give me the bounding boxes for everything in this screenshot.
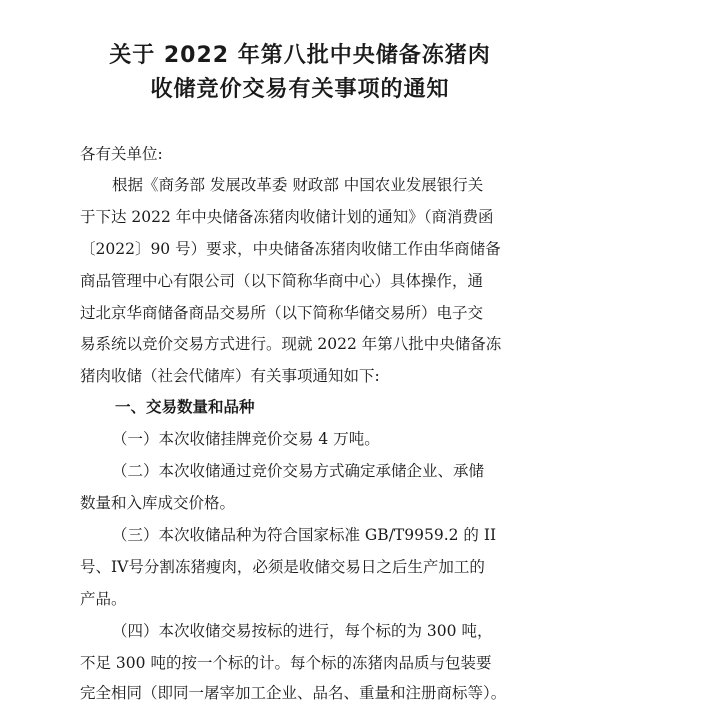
item-3-line: 号、IV号分割冻猪瘦肉，必须是收储交易日之后生产加工的 (80, 558, 485, 576)
section-heading-1: 一、交易数量和品种 (115, 398, 255, 416)
item-2-line: 数量和入库成交价格。 (80, 494, 236, 512)
intro-line: 于下达 2022 年中央储备冻猪肉收储计划的通知》（商消费函 (80, 208, 494, 226)
item-4-line: 不足 300 吨的按一个标的计。每个标的冻猪肉品质与包装要 (80, 654, 492, 672)
item-3-line: 产品。 (80, 590, 127, 608)
salutation: 各有关单位: (80, 145, 163, 163)
item-1-line: （一）本次收储挂牌竞价交易 4 万吨。 (112, 430, 380, 448)
document-title-line-1: 关于 2022 年第八批中央储备冻猪肉 (109, 43, 491, 68)
document-title-line-2: 收储竞价交易有关事项的通知 (150, 77, 450, 102)
intro-line: 〔2022〕90 号）要求，中央储备冻猪肉收储工作由华商储备 (80, 240, 501, 258)
intro-line: 根据《商务部 发展改革委 财政部 中国农业发展银行关 (112, 176, 484, 194)
intro-line: 商品管理中心有限公司（以下简称华商中心）具体操作，通 (80, 272, 484, 290)
intro-line: 猪肉收储（社会代储库）有关事项通知如下: (80, 367, 380, 385)
intro-line: 易系统以竞价交易方式进行。现就 2022 年第八批中央储备冻 (80, 335, 502, 353)
intro-line: 过北京华商储备商品交易所（以下简称华储交易所）电子交 (80, 304, 484, 322)
item-2-line: （二）本次收储通过竞价交易方式确定承储企业、承储 (112, 462, 485, 480)
item-4-line: （四）本次收储交易按标的进行，每个标的为 300 吨， (112, 622, 493, 640)
item-4-line: 完全相同（即同一屠宰加工企业、品名、重量和注册商标等）。 (80, 684, 507, 702)
item-3-line: （三）本次收储品种为符合国家标准 GB/T9959.2 的 II (112, 526, 497, 544)
